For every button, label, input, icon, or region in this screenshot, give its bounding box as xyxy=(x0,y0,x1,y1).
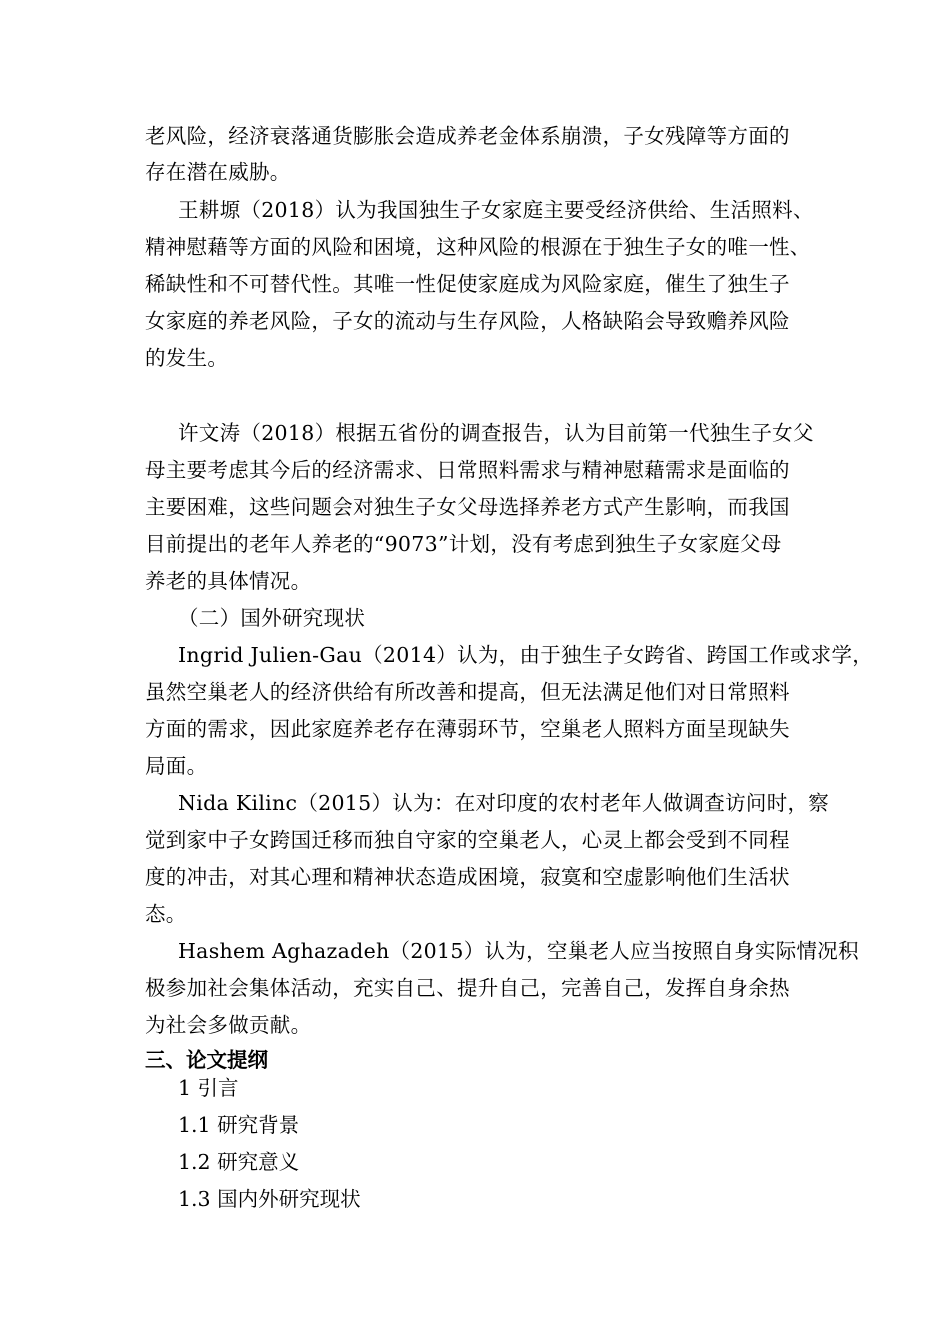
paragraph-line: 许文涛（2018）根据五省份的调查报告，认为目前第一代独生子女父 xyxy=(178,421,814,445)
paragraph-line: 王耕塬（2018）认为我国独生子女家庭主要受经济供给、生活照料、 xyxy=(178,198,814,222)
paragraph-line: 度的冲击，对其心理和精神状态造成困境，寂寞和空虚影响他们生活状 xyxy=(145,865,790,889)
paragraph-line: 主要困难，这些问题会对独生子女父母选择养老方式产生影响，而我国 xyxy=(145,495,790,519)
paragraph-line: 存在潜在威胁。 xyxy=(145,160,291,184)
paragraph-line: 态。 xyxy=(145,902,187,926)
paragraph-line: 虽然空巢老人的经济供给有所改善和提高，但无法满足他们对日常照料 xyxy=(145,680,790,704)
paragraph-line: 母主要考虑其今后的经济需求、日常照料需求与精神慰藉需求是面临的 xyxy=(145,458,790,482)
outline-item: 1.3 国内外研究现状 xyxy=(178,1187,361,1211)
paragraph-line: Nida Kilinc（2015）认为：在对印度的农村老年人做调查访问时，察 xyxy=(178,791,830,815)
paragraph-line: 为社会多做贡献。 xyxy=(145,1013,312,1037)
paragraph-line: 极参加社会集体活动，充实自己、提升自己，完善自己，发挥自身余热 xyxy=(145,976,790,1000)
paragraph-line: 女家庭的养老风险，子女的流动与生存风险，人格缺陷会导致赡养风险 xyxy=(145,309,790,333)
paragraph-line: 老风险，经济衰落通货膨胀会造成养老金体系崩溃，子女残障等方面的 xyxy=(145,124,790,148)
outline-item: 1.1 研究背景 xyxy=(178,1113,300,1137)
subheading: （二）国外研究现状 xyxy=(178,606,366,630)
paragraph-line: 觉到家中子女跨国迁移而独自守家的空巢老人，心灵上都会受到不同程 xyxy=(145,828,790,852)
paragraph-line: Ingrid Julien-Gau（2014）认为，由于独生子女跨省、跨国工作或求学， xyxy=(178,643,874,667)
section-heading: 三、论文提纲 xyxy=(145,1048,268,1072)
paragraph-line: 精神慰藉等方面的风险和困境，这种风险的根源在于独生子女的唯一性、 xyxy=(145,235,811,259)
paragraph-line: 稀缺性和不可替代性。其唯一性促使家庭成为风险家庭，催生了独生子 xyxy=(145,272,790,296)
outline-item: 1 引言 xyxy=(178,1076,239,1100)
paragraph-line: 的发生。 xyxy=(145,346,229,370)
outline-item: 1.2 研究意义 xyxy=(178,1150,300,1174)
paragraph-line: 养老的具体情况。 xyxy=(145,569,312,593)
paragraph-line: 局面。 xyxy=(145,754,208,778)
paragraph-line: 方面的需求，因此家庭养老存在薄弱环节，空巢老人照料方面呈现缺失 xyxy=(145,717,790,741)
paragraph-line: Hashem Aghazadeh（2015）认为，空巢老人应当按照自身实际情况积 xyxy=(178,939,859,963)
paragraph-line: 目前提出的老年人养老的“9073”计划，没有考虑到独生子女家庭父母 xyxy=(145,532,782,556)
